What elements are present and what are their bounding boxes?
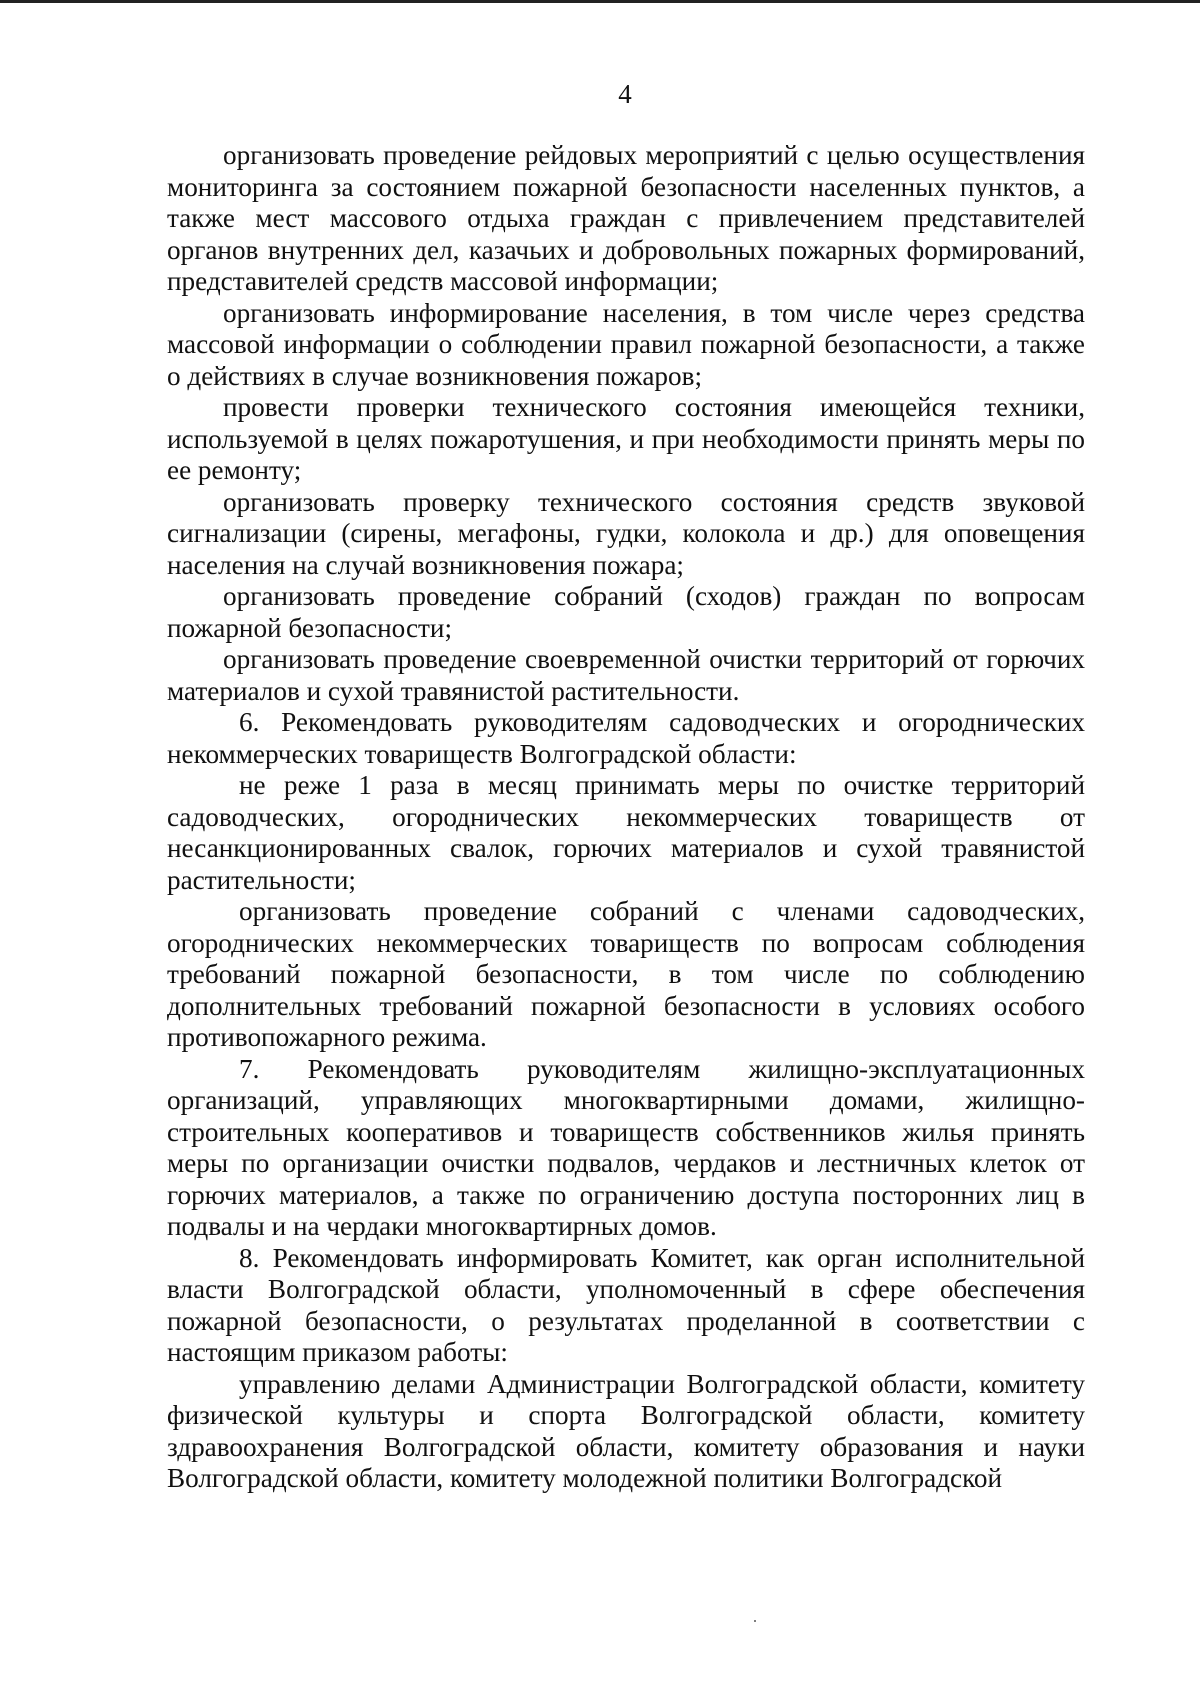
paragraph-territory-cleaning: организовать проведение своевременной очистки территорий от горючих материалов и сухой травянистой растительности. (167, 644, 1085, 706)
document-body (167, 140, 1085, 1495)
paragraph-item-6: 6. Рекомендовать руководителям садоводческих и огороднических некоммерческих товариществ Волгоградской области: (167, 707, 1085, 769)
paragraph-member-meetings: организовать проведение собраний с членами садоводческих, огороднических некоммерческих товариществ по вопросам соблюдения требований пожарной безопасности, в том числе по соблюдению дополнительных требований пожарной безопасности в условиях особого противопожарного режима. (167, 896, 1085, 1052)
paragraph-alarm-check: организовать проверку технического состояния средств звуковой сигнализации (сирены, мегафоны, гудки, колокола и др.) для оповещения населения на случай возникновения пожара; (167, 486, 1085, 580)
paragraph-citizen-meetings: организовать проведение собраний (сходов) граждан по вопросам пожарной безопасности; (167, 581, 1085, 643)
paragraph-recipients: управлению делами Администрации Волгоградской области, комитету физической культуры и спорта Волгоградской области, комитету здравоохранения Волгоградской области, комитету образования и науки Волгоградской области, комитету молодежной политики Волгоградской (167, 1368, 1085, 1493)
paragraph-inform-population: организовать информирование населения, в том числе через средства массовой информации о соблюдении правил пожарной безопасности, а также о действиях в случае возникновения пожаров; (167, 297, 1085, 391)
paragraph-raid-events: организовать проведение рейдовых мероприятий с целью осуществления мониторинга за состоянием пожарной безопасности населенных пунктов, а также мест массового отдыха граждан с привлечением представителей органов внутренних дел, казачьих и добровольных пожарных формирований, представителей средств массовой информации; (167, 140, 1085, 296)
paragraph-item-8: 8. Рекомендовать информировать Комитет, как орган исполнительной власти Волгоградской области, уполномоченный в сфере обеспечения пожарной безопасности, о результатах проделанной в соответствии с настоящим приказом работы: (167, 1242, 1085, 1367)
scan-speck (754, 1620, 756, 1622)
paragraph-item-7: 7. Рекомендовать руководителям жилищно-эксплуатационных организаций, управляющих многоквартирными домами, жилищно-строительных кооперативов и товариществ собственников жилья принять меры по организации очистки подвалов, чердаков и лестничных клеток от горючих материалов, а также по ограничению доступа посторонних лиц в подвалы и на чердаки многоквартирных домов. (167, 1053, 1085, 1241)
scan-top-edge (0, 0, 1200, 3)
paragraph-equipment-check: провести проверки технического состояния имеющейся техники, используемой в целях пожаротушения, и при необходимости принять меры по ее ремонту; (167, 392, 1085, 485)
page-number: 4 (618, 79, 632, 109)
paragraph-monthly-cleaning: не реже 1 раза в месяц принимать меры по очистке территорий садоводческих, огороднических некоммерческих товариществ от несанкционированных свалок, горючих материалов и сухой травянистой растительности; (167, 770, 1085, 895)
